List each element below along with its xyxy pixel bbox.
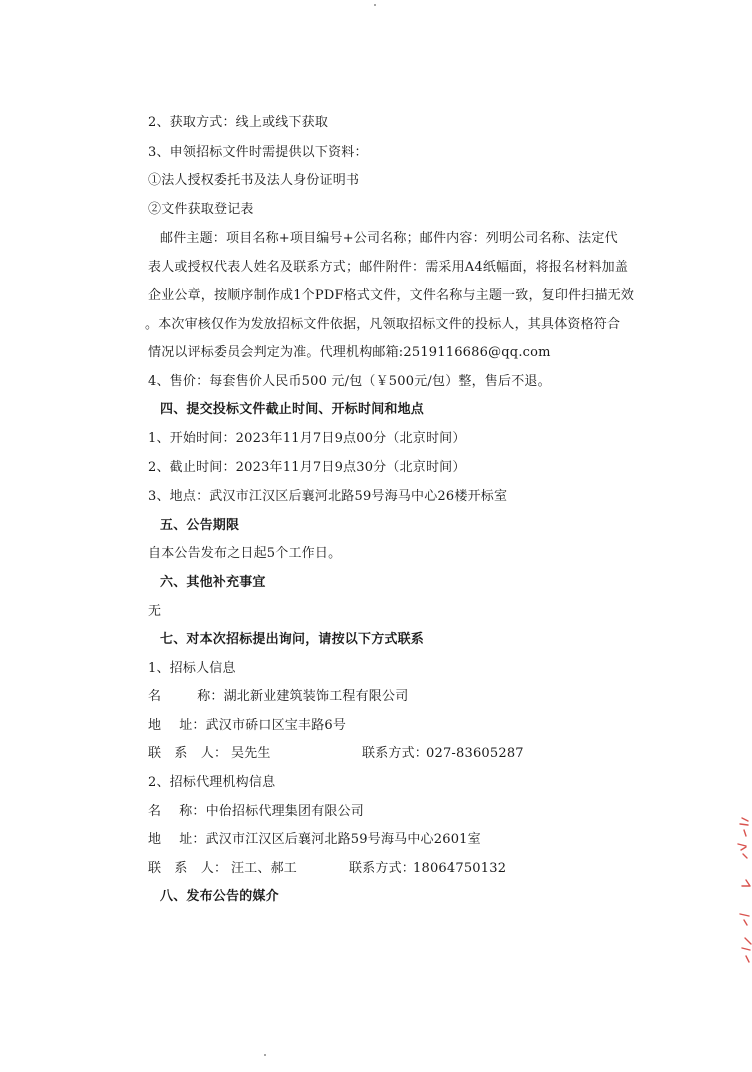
tenderer-name-label-a: 名 (148, 689, 162, 704)
email-paragraph-line-1: 邮件主题：项目名称+项目编号+公司名称；邮件内容：列明公司名称、法定代 (160, 231, 618, 246)
material-item-2: ②文件获取登记表 (148, 202, 254, 217)
required-materials-heading: 3、申领招标文件时需提供以下资料： (148, 145, 368, 160)
tenderer-address-value: 武汉市硚口区宝丰路6号 (205, 718, 347, 733)
section-4-heading: 四、提交投标文件截止时间、开标时间和地点 (160, 402, 425, 417)
agent-phone-value: 18064750132 (413, 861, 507, 876)
email-paragraph-line-3: 企业公章，按顺序制作成1个PDF格式文件，文件名称与主题一致，复印件扫描无效 (148, 288, 635, 303)
agent-info-heading: 2、招标代理机构信息 (148, 775, 276, 790)
email-paragraph-line-2: 表人或授权代表人姓名及联系方式；邮件附件：需采用A4纸幅面，将报名材料加盖 (148, 260, 629, 275)
scan-speck (264, 1054, 266, 1056)
deadline-time: 2、截止时间：2023年11月7日9点30分（北京时间） (148, 460, 466, 475)
start-time: 1、开始时间：2023年11月7日9点00分（北京时间） (148, 431, 466, 446)
tenderer-phone-value: 027-83605287 (426, 746, 524, 761)
agent-contact-label: 联 系 人： (148, 861, 228, 876)
email-paragraph-line-4: 。本次审核仅作为发放招标文件依据，凡领取招标文件的投标人，其具体资格符合 (145, 317, 621, 332)
agent-address-label-a: 地 (148, 832, 162, 847)
agent-name-value: 中佁招标代理集团有限公司 (205, 804, 365, 819)
price-line: 4、售价：每套售价人民币500 元/包（￥500元/包）整，售后不退。 (148, 374, 551, 389)
red-seal-fragment (728, 810, 752, 970)
agent-name-row (148, 804, 364, 820)
tenderer-name-row (148, 689, 408, 705)
tenderer-info-heading: 1、招标人信息 (148, 661, 236, 676)
agent-contact-value: 汪工、郝工 (231, 861, 298, 876)
section-5-heading: 五、公告期限 (160, 518, 240, 533)
tenderer-contact-value: 吴先生 (231, 746, 271, 761)
email-paragraph-line-5: 情况以评标委员会判定为准。代理机构邮箱:2519116686@qq.com (148, 345, 551, 360)
tenderer-name-label-b: 称： (197, 689, 224, 704)
agent-address-value: 武汉市江汉区后襄河北路59号海马中心2601室 (205, 832, 481, 847)
tenderer-address-label-b: 址： (179, 718, 206, 733)
notice-period: 自本公告发布之日起5个工作日。 (148, 546, 342, 561)
scan-speck (374, 4, 376, 6)
agent-name-label-b: 称： (179, 804, 206, 819)
agent-address-row (148, 832, 481, 848)
section-7-heading: 七、对本次招标提出询问，请按以下方式联系 (160, 632, 425, 647)
section-6-heading: 六、其他补充事宜 (160, 575, 266, 590)
obtain-method: 2、获取方式：线上或线下获取 (148, 115, 329, 130)
tenderer-name-value: 湖北新业建筑装饰工程有限公司 (223, 689, 409, 704)
material-item-1: ①法人授权委托书及法人身份证明书 (148, 173, 360, 188)
other-matters: 无 (148, 604, 162, 619)
agent-name-label-a: 名 (148, 804, 162, 819)
tenderer-address-row (148, 718, 346, 734)
tenderer-contact-label: 联 系 人： (148, 746, 228, 761)
tenderer-address-label-a: 地 (148, 718, 162, 733)
section-8-heading: 八、发布公告的媒介 (160, 889, 279, 904)
tenderer-phone-label: 联系方式： (362, 746, 429, 761)
agent-address-label-b: 址： (179, 832, 206, 847)
agent-phone-label: 联系方式： (349, 861, 416, 876)
location: 3、地点：武汉市江汉区后襄河北路59号海马中心26楼开标室 (148, 489, 508, 504)
